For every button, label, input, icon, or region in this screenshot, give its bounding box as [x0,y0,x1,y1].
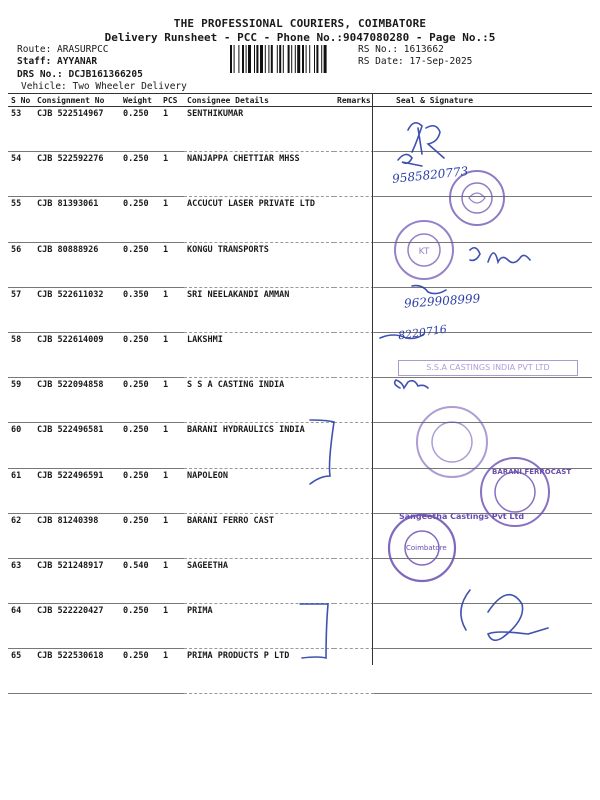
barcode-bar [279,45,281,73]
row-weight: 0.250 [120,468,160,513]
route-label: Route: ARASURPCC [17,44,109,55]
row-consignment: CJB 522514967 [34,107,120,152]
barcode-bar [291,45,292,73]
row-pcs: 1 [160,604,184,649]
row-consignment: CJB 522530618 [34,649,120,694]
ssa-castings-stamp: S.S.A CASTINGS INDIA PVT LTD [398,360,578,376]
row-sno: 60 [8,423,34,468]
row-weight: 0.250 [120,604,160,649]
barcode-bar [260,45,263,73]
row-pcs: 1 [160,558,184,603]
barcode-bar [271,45,273,73]
row-weight: 0.250 [120,152,160,197]
table-row [8,649,592,694]
handwritten-phone-1: 9585820773 [391,164,469,186]
row-consignee: BARANI HYDRAULICS INDIA [184,423,334,468]
row-consignee: ACCUCUT LASER PRIVATE LTD [184,197,334,242]
barcode-bar [265,45,266,73]
row-consignee: NAPOLEON [184,468,334,513]
table-row [8,558,592,603]
barcode-bar [283,45,284,73]
barcode-icon [230,45,356,73]
barcode-bar [268,45,269,73]
row-remarks [334,513,374,558]
barcode-bar [238,45,239,73]
barcode-bar [309,45,310,73]
row-consignment: CJB 522220427 [34,604,120,649]
col-seal: Seal & Signature [374,94,592,107]
barcode-bar [234,45,235,73]
row-remarks [334,649,374,694]
svg-text:KT: KT [418,247,430,257]
row-sno: 65 [8,649,34,694]
row-consignee: SENTHIKUMAR [184,107,334,152]
col-sno: S No [8,94,34,107]
barcode-bar [242,45,244,73]
row-consignment: CJB 81240398 [34,513,120,558]
row-remarks [334,332,374,377]
row-sno: 62 [8,513,34,558]
barcode-bar [324,45,327,73]
sangeetha-stamp-label: Sangeetha Castings Pvt Ltd [399,512,525,521]
row-consignee: PRIMA PRODUCTS P LTD [184,649,334,694]
barcode-bar [306,45,307,73]
col-weight: Weight [120,94,160,107]
runsheet-subtitle: Delivery Runsheet - PCC - Phone No.:9047080280 - Page No.:5 [104,31,496,44]
row-consignment: CJB 522592276 [34,152,120,197]
company-title: THE PROFESSIONAL COURIERS, COIMBATORE [173,17,427,30]
row-remarks [334,152,374,197]
row-consignee: KONGU TRANSPORTS [184,242,334,287]
row-consignee: SAGEETHA [184,558,334,603]
row-consignee: SRI NEELAKANDI AMMAN [184,287,334,332]
row-consignment: CJB 522611032 [34,287,120,332]
barcode-bar [314,45,315,73]
row-pcs: 1 [160,287,184,332]
row-consignment: CJB 521248917 [34,558,120,603]
row-consignee: NANJAPPA CHETTIAR MHSS [184,152,334,197]
barcode-bar [302,45,304,73]
barani-stamp-label: BARANI FERROCAST [492,468,572,476]
vehicle-label: Vehicle: Two Wheeler Delivery [21,81,187,92]
row-pcs: 1 [160,107,184,152]
handwritten-phone-2: 9629908999 [403,291,481,311]
row-consignment: CJB 80888926 [34,242,120,287]
table-row [8,107,592,152]
row-weight: 0.350 [120,287,160,332]
barcode-bar [295,45,296,73]
row-seal [374,649,592,694]
row-remarks [334,604,374,649]
barcode-bar [254,45,255,73]
barcode-bar [297,45,300,73]
row-seal [374,107,592,152]
col-remarks: Remarks [334,94,374,107]
row-remarks [334,378,374,423]
handwritten-phone-3: 8220716 [397,322,448,343]
barcode-bar [246,45,247,73]
row-remarks [334,197,374,242]
row-weight: 0.250 [120,332,160,377]
row-pcs: 1 [160,423,184,468]
row-sno: 58 [8,332,34,377]
drs-number: DRS No.: DCJB161366205 [17,69,143,80]
row-pcs: 1 [160,152,184,197]
table-row [8,604,592,649]
row-seal [374,604,592,649]
barcode-bar [248,45,251,73]
row-remarks [334,107,374,152]
col-consignment: Consignment No [34,94,120,107]
barcode-bar [321,45,322,73]
table-row [8,287,592,332]
divider-remarks [372,93,373,665]
row-sno: 56 [8,242,34,287]
row-sno: 55 [8,197,34,242]
row-weight: 0.250 [120,649,160,694]
col-pcs: PCS [160,94,184,107]
row-sno: 64 [8,604,34,649]
row-weight: 0.250 [120,423,160,468]
barcode-bar [316,45,318,73]
row-consignee: S S A CASTING INDIA [184,378,334,423]
row-weight: 0.250 [120,513,160,558]
row-remarks [334,423,374,468]
row-consignee: BARANI FERRO CAST [184,513,334,558]
row-pcs: 1 [160,468,184,513]
row-sno: 63 [8,558,34,603]
row-weight: 0.250 [120,378,160,423]
row-consignment: CJB 81393061 [34,197,120,242]
row-consignment: CJB 522094858 [34,378,120,423]
rs-number: RS No.: 1613662 [358,44,444,55]
row-consignee: PRIMA [184,604,334,649]
row-remarks [334,468,374,513]
row-weight: 0.250 [120,197,160,242]
row-sno: 61 [8,468,34,513]
row-pcs: 1 [160,649,184,694]
row-sno: 57 [8,287,34,332]
table-row [8,242,592,287]
barcode-bar [288,45,290,73]
row-weight: 0.540 [120,558,160,603]
table-row [8,378,592,423]
row-pcs: 1 [160,242,184,287]
barcode-bar [230,45,232,73]
row-weight: 0.250 [120,107,160,152]
staff-label: Staff: AYYANAR [17,56,98,67]
row-pcs: 1 [160,332,184,377]
row-pcs: 1 [160,513,184,558]
sangeetha-stamp-center: Coimbatore [406,544,447,552]
barcode-bar [256,45,258,73]
row-weight: 0.250 [120,242,160,287]
row-sno: 53 [8,107,34,152]
row-sno: 59 [8,378,34,423]
row-pcs: 1 [160,197,184,242]
rs-date: RS Date: 17-Sep-2025 [358,56,473,67]
row-consignment: CJB 522496591 [34,468,120,513]
table-header-row [8,94,592,107]
kongu-stamp [392,218,456,282]
row-remarks [334,242,374,287]
row-remarks [334,558,374,603]
row-consignment: CJB 522614009 [34,332,120,377]
row-consignee: LAKSHMI [184,332,334,377]
row-consignment: CJB 522496581 [34,423,120,468]
row-sno: 54 [8,152,34,197]
col-consignee: Consignee Details [184,94,334,107]
row-remarks [334,287,374,332]
row-pcs: 1 [160,378,184,423]
barcode-bar [277,45,278,73]
